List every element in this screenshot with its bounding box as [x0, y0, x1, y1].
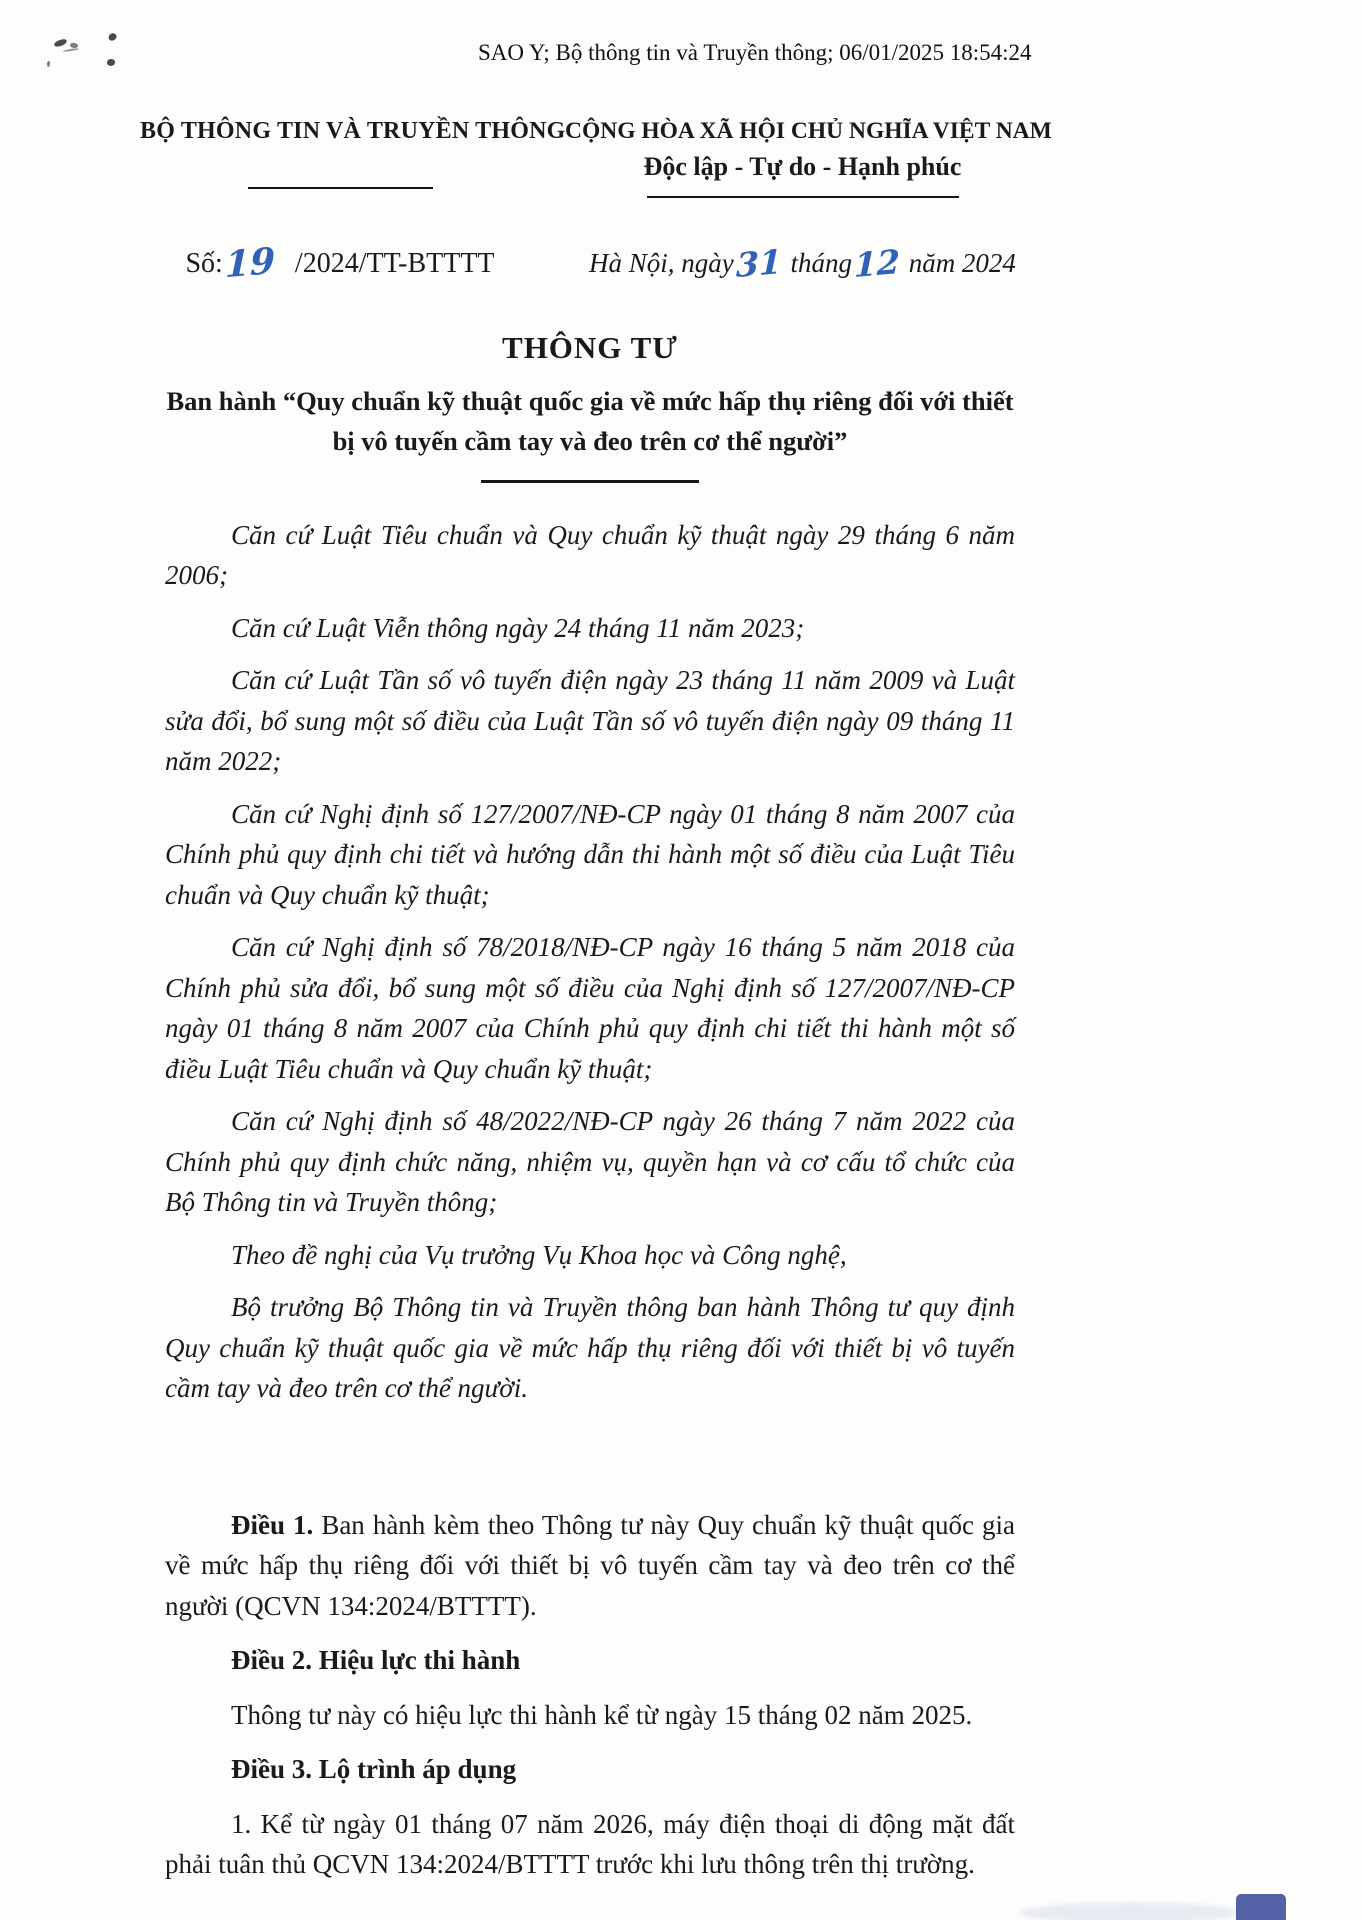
- agency-name: BỘ THÔNG TIN VÀ TRUYỀN THÔNG: [140, 118, 566, 144]
- doc-number-label: Số:: [185, 248, 223, 279]
- recitals-section: [165, 515, 1015, 1409]
- article-1-text: Ban hành kèm theo Thông tư này Quy chuẩn kỹ thuật quốc gia về mức hấp thụ riêng đối với thiết bị vô tuyến cầm tay và đeo trên cơ thể người (QCVN 134:2024/BTTTT).: [165, 1509, 1016, 1621]
- recital-paragraph: Căn cứ Luật Tiêu chuẩn và Quy chuẩn kỹ thuật ngày 29 tháng 6 năm 2006;: [165, 519, 1015, 590]
- article-1-paragraph: [165, 1505, 1015, 1627]
- doc-type-title: THÔNG TƯ: [502, 330, 678, 365]
- date-month-handwritten: 12: [853, 241, 901, 286]
- scan-smudge: [1020, 1902, 1240, 1920]
- date-month-label: tháng: [790, 248, 852, 278]
- scan-artifact: [106, 58, 115, 66]
- recital-paragraph: Căn cứ Nghị định số 127/2007/NĐ-CP ngày 01 tháng 8 năm 2007 của Chính phủ quy định chi tiết và hướng dẫn thi hành một số điều của Luật Tiêu chuẩn và Quy chuẩn kỹ thuật;: [165, 798, 1015, 910]
- national-header-block: [565, 118, 1052, 198]
- national-motto: Độc lập - Tự do - Hạnh phúc: [643, 152, 962, 181]
- certification-stamp-line: SAO Y; Bộ thông tin và Truyền thông; 06/01/2025 18:54:24: [478, 40, 1032, 65]
- doc-subject-title: Ban hành “Quy chuẩn kỹ thuật quốc gia về mức hấp thụ riêng đối với thiết bị vô tuyến cầm tay và đeo trên cơ thể người”: [166, 386, 1014, 456]
- recital-paragraph: Căn cứ Nghị định số 78/2018/NĐ-CP ngày 16 tháng 5 năm 2018 của Chính phủ sửa đổi, bổ sung một số điều của Nghị định số 127/2007/NĐ-CP ngày 01 tháng 8 năm 2007 của Chính phủ quy định chi tiết thi hành một số điều Luật Tiêu chuẩn và Quy chuẩn kỹ thuật;: [165, 932, 1015, 1084]
- stamp-fragment: [1236, 1894, 1286, 1920]
- date-year: năm 2024: [908, 248, 1016, 278]
- date-line: [565, 241, 1040, 286]
- scan-artifact: [107, 32, 118, 43]
- issuing-agency-block: [140, 118, 566, 189]
- date-day-handwritten: 31: [735, 241, 782, 286]
- number-date-row: [140, 239, 1040, 287]
- article-2-body: Thông tư này có hiệu lực thi hành kể từ ngày 15 tháng 02 năm 2025.: [231, 1699, 973, 1730]
- recital-paragraph: Bộ trưởng Bộ Thông tin và Truyền thông ban hành Thông tư quy định Quy chuẩn kỹ thuật quốc gia về mức hấp thụ riêng đối với thiết bị vô tuyến cầm tay và đeo trên cơ thể người.: [165, 1292, 1015, 1403]
- title-underline: [481, 480, 699, 483]
- doc-number-handwritten: 19: [224, 239, 276, 287]
- articles-section: [165, 1505, 1015, 1885]
- article-2-heading: Điều 2. Hiệu lực thi hành: [231, 1645, 521, 1675]
- date-place: Hà Nội, ngày: [589, 248, 734, 278]
- article-3-heading: Điều 3. Lộ trình áp dụng: [231, 1754, 517, 1784]
- document-body: [165, 330, 1015, 1899]
- recital-paragraph: Theo đề nghị của Vụ trưởng Vụ Khoa học và Công nghệ,: [231, 1239, 847, 1270]
- recital-paragraph: Căn cứ Luật Tần số vô tuyến điện ngày 23 tháng 11 năm 2009 và Luật sửa đổi, bổ sung một số điều của Luật Tần số vô tuyến điện ngày 09 tháng 11 năm 2022;: [165, 665, 1015, 776]
- motto-underline: [647, 196, 959, 198]
- article-3-item-1: 1. Kể từ ngày 01 tháng 07 năm 2026, máy điện thoại di động mặt đất phải tuân thủ QCVN 134:2024/BTTTT trước khi lưu thông trên thị trường.: [165, 1808, 1015, 1879]
- document-header: [140, 118, 1052, 198]
- recital-paragraph: Căn cứ Nghị định số 48/2022/NĐ-CP ngày 26 tháng 7 năm 2022 của Chính phủ quy định chức năng, nhiệm vụ, quyền hạn và cơ cấu tổ chức của Bộ Thông tin và Truyền thông;: [165, 1106, 1015, 1217]
- scan-artifact: [53, 38, 67, 48]
- recital-paragraph: Căn cứ Luật Viễn thông ngày 24 tháng 11 năm 2023;: [231, 612, 805, 643]
- doc-number: [140, 239, 540, 287]
- national-title: CỘNG HÒA XÃ HỘI CHỦ NGHĨA VIỆT NAM: [565, 118, 1052, 144]
- scan-artifact: [63, 48, 79, 52]
- scan-artifact: [47, 61, 50, 67]
- doc-number-suffix: /2024/TT-BTTTT: [294, 248, 495, 279]
- article-1-label: Điều 1.: [231, 1509, 314, 1540]
- agency-underline: [248, 187, 433, 189]
